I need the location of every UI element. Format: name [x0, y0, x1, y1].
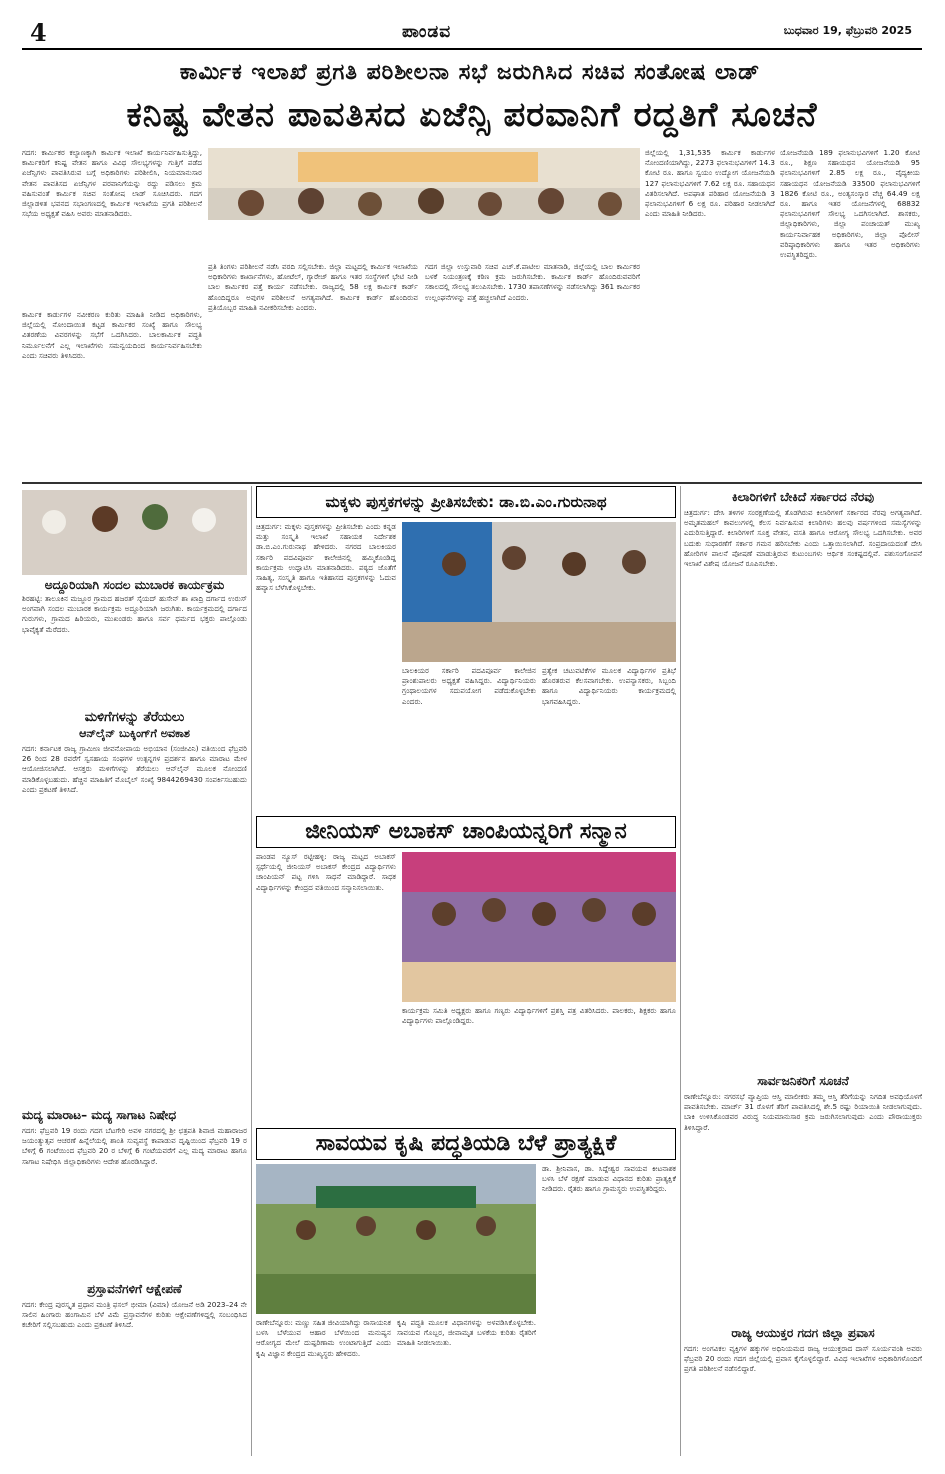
abacus-headline: ಜೀನಿಯಸ್ ಅಬಾಕಸ್ ಚಾಂಪಿಯನ್ನರಿಗೆ ಸನ್ಮಾನ — [256, 816, 676, 848]
books-photo — [402, 522, 676, 662]
masthead — [22, 18, 922, 47]
organic-photo — [256, 1164, 536, 1314]
public-notice-headline: ಸಾರ್ವಜನಿಕರಿಗೆ ಸೂಚನೆ — [757, 1074, 849, 1088]
lead-col1-top: ಗದಗ: ಕಾರ್ಮಿಕರ ಕಲ್ಯಾಣಕ್ಕಾಗಿ ಕಾರ್ಮಿಕ ಇಲಾಖೆ ಕಾರ್ಯನಿರ್ವಹಿಸುತ್ತಿದ್ದು, ಕಾರ್ಮಿಕರಿಗೆ ಕನಿಷ್ಟ ವೇತನ ಹಾಗೂ ವಿವಿಧ ಸೌಲಭ್ಯಗಳನ್ನು ಗುತ್ತಿಗೆ ಪಡೆದ ಏಜೆನ್ಸಿಗಳು ಪಾವತಿಸಿರುವ ಬಗ್ಗೆ ಅಧಿಕಾರಿಗಳು ಪರಿಶೀಲಿಸಿ, ನಿಯಮಾನುಸಾರ ವೇತನ ಪಾವತಿಸದ ಏಜೆನ್ಸಿಗಳ ಪರವಾನಿಗೆಯನ್ನು ರದ್ದು ಪಡಿಸಲು ಕ್ರಮ ವಹಿಸುವಂತೆ ಕಾರ್ಮಿಕ ಸಚಿವ ಸಂತೋಷ ಲಾಡ್ ಸೂಚಿಸಿದರು. ಗದಗ ಜಿಲ್ಲಾಡಳಿತ ಭವನದ ಸಭಾಂಗಣದಲ್ಲಿ ಕಾರ್ಮಿಕ ಇಲಾಖೆಯ ಪ್ರಗತಿ ಪರಿಶೀಲನೆ ಸಭೆಯ ಅಧ್ಯಕ್ಷತೆ ವಹಿಸಿ ಅವರು ಮಾತನಾಡಿದರು. — [22, 148, 202, 219]
masthead-rule — [22, 48, 922, 50]
liquor-headline: ಮದ್ಯ ಮಾರಾಟ– ಮದ್ಯ ಸಾಗಾಟ ನಿಷೇಧ — [22, 1108, 177, 1122]
lead-photo — [208, 148, 640, 258]
organic-headline: ಸಾವಯವ ಕೃಷಿ ಪದ್ಧತಿಯಡಿ ಬೆಳೆ ಪ್ರಾತ್ಯಕ್ಷಿಕೆ — [256, 1128, 676, 1160]
column-rule-right — [680, 486, 681, 1456]
lead-col3: ಗದಗ ಜಿಲ್ಲಾ ಉಸ್ತುವಾರಿ ಸಚಿವ ಎಚ್.ಕೆ.ಪಾಟೀಲ ಮಾತನಾಡಿ, ಜಿಲ್ಲೆಯಲ್ಲಿ ಬಾಲ ಕಾರ್ಮಿಕರ ಬಳಕೆ ನಿಯಂತ್ರಣಕ್ಕೆ ಕಠಿಣ ಕ್ರಮ ಜರುಗಿಸಬೇಕು. ಕಾರ್ಮಿಕ ಕಾರ್ಡ್ ಹೊಂದಿರುವವರಿಗೆ ಸಕಾಲದಲ್ಲಿ ಸೌಲಭ್ಯ ತಲುಪಿಸಬೇಕು. 1730 ತಪಾಸಣೆಗಳನ್ನು ನಡೆಸಲಾಗಿದ್ದು 361 ಕಾರ್ಮಿಕರ ಉಲ್ಲಂಘನೆಗಳನ್ನು ಪತ್ತೆ ಹಚ್ಚಲಾಗಿದೆ ಎಂದರು. — [425, 262, 640, 302]
organic-col-mid: ಕೃಷಿ ಪದ್ಧತಿ ಮೂಲಕ ವಿಧಾನಗಳನ್ನು ಅಳವಡಿಸಿಕೊಳ್ಳಬೇಕು. ಸಾವಯವ ಗೊಬ್ಬರ, ಜೀವಾಮೃತ ಬಳಕೆಯ ಕುರಿತು ರೈತರಿಗೆ ಮಾಹಿತಿ ನೀಡಲಾಯಿತು. — [397, 1318, 536, 1348]
books-col2: ಬಾಲಕಿಯರ ಸರ್ಕಾರಿ ಪದವಿಪೂರ್ವ ಕಾಲೇಜಿನ ಪ್ರಾಂಶುಪಾಲರು ಅಧ್ಯಕ್ಷತೆ ವಹಿಸಿದ್ದರು. ವಿದ್ಯಾರ್ಥಿನಿಯರು ಗ್ರಂಥಾಲಯಗಳ ಸದುಪಯೋಗ ಪಡೆದುಕೊಳ್ಳಬೇಕು ಎಂದರು. — [402, 666, 536, 706]
public-notice-body: ರಾಣೇಬೆನ್ನೂರು: ನಗರಸಭೆ ವ್ಯಾಪ್ತಿಯ ಆಸ್ತಿ ಮಾಲೀಕರು ತಮ್ಮ ಆಸ್ತಿ ತೆರಿಗೆಯನ್ನು ನಿಗದಿತ ಅವಧಿಯೊಳಗೆ ಪಾವತಿಸಬೇಕು. ಮಾರ್ಚ್ 31 ರೊಳಗೆ ತೆರಿಗೆ ಪಾವತಿಸಿದಲ್ಲಿ ಶೇ.5 ರಷ್ಟು ರಿಯಾಯಿತಿ ನೀಡಲಾಗುವುದು. ಬಾಕಿ ಉಳಿಸಿಕೊಂಡವರ ವಿರುದ್ಧ ನಿಯಮಾನುಸಾರ ಕ್ರಮ ಜರುಗಿಸಲಾಗುವುದು ಎಂದು ಪೌರಾಯುಕ್ತರು ತಿಳಿಸಿದ್ದಾರೆ. — [684, 1092, 922, 1132]
proposals-headline: ಪ್ರಸ್ತಾವನೆಗಳಿಗೆ ಆಕ್ಷೇಪಣೆ — [87, 1282, 182, 1296]
dateline: ಬುಧವಾರ 19, ಫೆಬ್ರುವರಿ 2025 — [783, 24, 912, 37]
lead-col5: ಯೋಜನೆಯಡಿ 189 ಫಲಾನುಭವಿಗಳಿಗೆ 1.20 ಕೋಟಿ ರೂ., ಶಿಕ್ಷಣ ಸಹಾಯಧನ ಯೋಜನೆಯಡಿ 95 ಫಲಾನುಭವಿಗಳಿಗೆ 2.85 ಲಕ್ಷ ರೂ., ವೈದ್ಯಕೀಯ ಸಹಾಯಧನ ಯೋಜನೆಯಡಿ 33500 ಫಲಾನುಭವಿಗಳಿಗೆ 1826 ಕೋಟಿ ರೂ., ಅಂತ್ಯಸಂಸ್ಕಾರ ವೆಚ್ಚ 64.49 ಲಕ್ಷ ರೂ. ಹಾಗೂ ಇತರ ಯೋಜನೆಗಳಲ್ಲಿ 68832 ಫಲಾನುಭವಿಗಳಿಗೆ ಸೌಲಭ್ಯ ಒದಗಿಸಲಾಗಿದೆ. ಶಾಸಕರು, ಜಿಲ್ಲಾಧಿಕಾರಿಗಳು, ಜಿಲ್ಲಾ ಪಂಚಾಯತ್ ಮುಖ್ಯ ಕಾರ್ಯನಿರ್ವಾಹಕ ಅಧಿಕಾರಿಗಳು, ಜಿಲ್ಲಾ ಪೊಲೀಸ್ ವರಿಷ್ಠಾಧಿಕಾರಿಗಳು ಹಾಗೂ ಇತರ ಅಧಿಕಾರಿಗಳು ಉಪಸ್ಥಿತರಿದ್ದರು. — [780, 148, 920, 260]
lead-col2: ಪ್ರತಿ ತಿಂಗಳು ಪರಿಶೀಲನೆ ನಡೆಸಿ ವರದಿ ಸಲ್ಲಿಸಬೇಕು. ಜಿಲ್ಲಾ ಮಟ್ಟದಲ್ಲಿ ಕಾರ್ಮಿಕ ಇಲಾಖೆಯ ಅಧಿಕಾರಿಗಳು ಕಾರ್ಖಾನೆಗಳು, ಹೋಟೆಲ್, ಗ್ಯಾರೇಜ್ ಹಾಗೂ ಇತರ ಸಂಸ್ಥೆಗಳಿಗೆ ಭೇಟಿ ನೀಡಿ ಬಾಲ ಕಾರ್ಮಿಕರ ಪತ್ತೆ ಕಾರ್ಯ ನಡೆಸಬೇಕು. ರಾಜ್ಯದಲ್ಲಿ 58 ಲಕ್ಷ ಕಾರ್ಮಿಕ ಕಾರ್ಡ್ ಹೊಂದಿದ್ದರೂ ಅವುಗಳ ಪರಿಶೀಲನೆ ಅಗತ್ಯವಾಗಿದೆ. ಕಾರ್ಮಿಕ ಕಾರ್ಡ್ ಹೊಂದಿರುವ ಪ್ರತಿಯೊಬ್ಬರ ಮಾಹಿತಿ ನವೀಕರಿಸಬೇಕು ಎಂದರು. — [208, 262, 418, 312]
urs-headline: ಅದ್ದೂರಿಯಾಗಿ ಸಂದಲ ಮುಬಾರಕ ಕಾರ್ಯಕ್ರಮ — [44, 578, 225, 592]
liquor-body: ಗದಗ: ಫೆಬ್ರವರಿ 19 ರಂದು ಗದಗ ಬೆಟಗೇರಿ ಅವಳಿ ನಗರದಲ್ಲಿ ಶ್ರೀ ಛತ್ರಪತಿ ಶಿವಾಜಿ ಮಹಾರಾಜರ ಜಯಂತ್ಯುತ್ಸವ ಆಚರಣೆ ಹಿನ್ನೆಲೆಯಲ್ಲಿ ಶಾಂತಿ ಸುವ್ಯವಸ್ಥೆ ಕಾಪಾಡುವ ದೃಷ್ಟಿಯಿಂದ ಫೆಬ್ರವರಿ 19 ರ ಬೆಳಿಗ್ಗೆ 6 ಗಂಟೆಯಿಂದ ಫೆಬ್ರವರಿ 20 ರ ಬೆಳಿಗ್ಗೆ 6 ಗಂಟೆಯವರೆಗೆ ಎಲ್ಲ ಮದ್ಯ ಮಾರಾಟ ಹಾಗೂ ಸಾಗಾಟ ನಿಷೇಧಿಸಿ ಜಿಲ್ಲಾಧಿಕಾರಿಗಳು ಆದೇಶ ಹೊರಡಿಸಿದ್ದಾರೆ. — [22, 1126, 247, 1166]
hostel-body: ಗದಗ: ಕರ್ನಾಟಕ ರಾಜ್ಯ ಗ್ರಾಮೀಣ ಜೀವನೋಪಾಯ ಅಭಿಯಾನ (ಸಂಜೀವಿನಿ) ವತಿಯಿಂದ ಫೆಬ್ರವರಿ 26 ರಿಂದ 28 ರವರೆಗೆ ಸ್ವಸಹಾಯ ಸಂಘಗಳ ಉತ್ಪನ್ನಗಳ ಪ್ರದರ್ಶನ ಹಾಗೂ ಮಾರಾಟ ಮೇಳ ಆಯೋಜಿಸಲಾಗಿದೆ. ಆಸಕ್ತರು ಮಳಿಗೆಗಳನ್ನು ತೆರೆಯಲು ಆನ್‌ಲೈನ್ ಮೂಲಕ ನೋಂದಣಿ ಮಾಡಿಕೊಳ್ಳಬಹುದು. ಹೆಚ್ಚಿನ ಮಾಹಿತಿಗೆ ಮೊಬೈಲ್ ಸಂಖ್ಯೆ 9844269430 ಸಂಪರ್ಕಿಸಬಹುದು ಎಂದು ಪ್ರಕಟಣೆ ತಿಳಿಸಿದೆ. — [22, 744, 247, 794]
column-rule-left — [251, 486, 252, 1456]
hostel-subhead: ಆನ್‌ಲೈನ್ ಬುಕ್ಕಿಂಗ್‌ಗೆ ಅವಕಾಶ — [79, 727, 190, 740]
colleges-headline: ಕಿಲಾರಿಗಳಿಗೆ ಬೇಕಿದೆ ಸರ್ಕಾರದ ನೆರವು — [731, 490, 875, 504]
urs-photo — [22, 490, 247, 575]
books-col3: ಪ್ರತ್ಯೇಕ ಚಟುವಟಿಕೆಗಳ ಮೂಲಕ ವಿದ್ಯಾರ್ಥಿಗಳ ಪ್ರತಿಭೆ ಹೊರತರುವ ಕೆಲಸವಾಗಬೇಕು. ಉಪನ್ಯಾಸಕರು, ಸಿಬ್ಬಂದಿ ಹಾಗೂ ವಿದ್ಯಾರ್ಥಿನಿಯರು ಕಾರ್ಯಕ್ರಮದಲ್ಲಿ ಭಾಗವಹಿಸಿದ್ದರು. — [542, 666, 676, 706]
abacus-col1: ಪಾಂಡವ ನ್ಯೂಸ್ ರಟ್ಟೀಹಳ್ಳಿ: ರಾಜ್ಯ ಮಟ್ಟದ ಅಬಾಕಸ್ ಸ್ಪರ್ಧೆಯಲ್ಲಿ ಜೀನಿಯಸ್ ಅಬಾಕಸ್ ಕೇಂದ್ರದ ವಿದ್ಯಾರ್ಥಿಗಳು ಚಾಂಪಿಯನ್ ಪಟ್ಟ ಗಳಿಸಿ ಸಾಧನೆ ಮಾಡಿದ್ದಾರೆ. ಸಾಧಕ ವಿದ್ಯಾರ್ಥಿಗಳನ್ನು ಕೇಂದ್ರದ ವತಿಯಿಂದ ಸನ್ಮಾನಿಸಲಾಯಿತು. — [256, 852, 396, 892]
newspaper-logo: ಪಾಂಡವ — [402, 22, 452, 42]
organic-col-left: ರಾಣೇಬೆನ್ನೂರು: ಮಣ್ಣು ಸಹಿತ ಜೀವಿಯಾಗಿದ್ದು ರಾಸಾಯನಿಕ ಬಳಸಿ ಬೆಳೆಯುವ ಆಹಾರ ಬೆಳೆಯಿಂದ ಮನುಷ್ಯನ ಆರೋಗ್ಯದ ಮೇಲೆ ದುಷ್ಪರಿಣಾಮ ಉಂಟಾಗುತ್ತಿದೆ ಎಂದು ಕೃಷಿ ವಿಜ್ಞಾನ ಕೇಂದ್ರದ ಮುಖ್ಯಸ್ಥರು ಹೇಳಿದರು. — [256, 1318, 391, 1358]
abacus-col2: ಕಾರ್ಯಕ್ರಮ ಸಮಿತಿ ಅಧ್ಯಕ್ಷರು ಹಾಗೂ ಗಣ್ಯರು ವಿದ್ಯಾರ್ಥಿಗಳಿಗೆ ಪ್ರಶಸ್ತಿ ಪತ್ರ ವಿತರಿಸಿದರು. ಪಾಲಕರು, ಶಿಕ್ಷಕರು ಹಾಗೂ ವಿದ್ಯಾರ್ಥಿಗಳು ಪಾಲ್ಗೊಂಡಿದ್ದರು. — [402, 1006, 676, 1026]
proposals-body: ಗದಗ: ಕೇಂದ್ರ ಪುರಸ್ಕೃತ ಪ್ರಧಾನ ಮಂತ್ರಿ ಫಸಲ್ ಭೀಮಾ (ವಿಮಾ) ಯೋಜನೆ ಅಡಿ 2023–24 ನೇ ಸಾಲಿನ ಹಿಂಗಾರು ಹಂಗಾಮಿನ ಬೆಳೆ ವಿಮೆ ಪ್ರಸ್ತಾವನೆಗಳ ಕುರಿತು ಆಕ್ಷೇಪಣೆಗಳಿದ್ದಲ್ಲಿ ಸಂಬಂಧಿಸಿದ ಕಚೇರಿಗೆ ಸಲ್ಲಿಸಬಹುದು ಎಂದು ಪ್ರಕಟಣೆ ತಿಳಿಸಿದೆ. — [22, 1300, 247, 1330]
page-number: 4 — [30, 18, 47, 47]
lead-col1-bottom: ಕಾರ್ಮಿಕ ಕಾರ್ಡುಗಳ ನವೀಕರಣ ಕುರಿತು ಮಾಹಿತಿ ನೀಡಿದ ಅಧಿಕಾರಿಗಳು, ಜಿಲ್ಲೆಯಲ್ಲಿ ನೋಂದಾಯಿತ ಕಟ್ಟಡ ಕಾರ್ಮಿಕರ ಸಂಖ್ಯೆ ಹಾಗೂ ಸೌಲಭ್ಯ ವಿತರಣೆಯ ವಿವರಗಳನ್ನು ಸಭೆಗೆ ಒದಗಿಸಿದರು. ಬಾಲಕಾರ್ಮಿಕ ಪದ್ಧತಿ ನಿರ್ಮೂಲನೆಗೆ ಎಲ್ಲ ಇಲಾಖೆಗಳು ಸಮನ್ವಯದಿಂದ ಕಾರ್ಯನಿರ್ವಹಿಸಬೇಕು ಎಂದು ಸಚಿವರು ತಿಳಿಸಿದರು. — [22, 310, 202, 360]
organic-col-right: ಡಾ. ಶ್ರೀನಿವಾಸ, ಡಾ. ಸಿದ್ದೇಶ್ವರ ಸಾವಯವ ಕೀಟನಾಶಕ ಬಳಸಿ ಬೆಳೆ ರಕ್ಷಣೆ ಮಾಡುವ ವಿಧಾನದ ಕುರಿತು ಪ್ರಾತ್ಯಕ್ಷಿಕೆ ನೀಡಿದರು. ರೈತರು ಹಾಗೂ ಗ್ರಾಮಸ್ಥರು ಉಪಸ್ಥಿತರಿದ್ದರು. — [542, 1164, 676, 1194]
urs-body: ಶಿರಹಟ್ಟಿ: ತಾಲೂಕಿನ ಮಜ್ಜೂರ ಗ್ರಾಮದ ಹಜರತ್ ಸೈಯದ್ ಹುಸೇನ್ ಶಾ ಖಾದ್ರಿ ದರ್ಗಾದ ಉರುಸ್ ಅಂಗವಾಗಿ ಸಂದಲ ಮುಬಾರಕ ಕಾರ್ಯಕ್ರಮ ಅದ್ದೂರಿಯಾಗಿ ಜರುಗಿತು. ಕಾರ್ಯಕ್ರಮದಲ್ಲಿ ದರ್ಗಾದ ಗುರುಗಳು, ಗ್ರಾಮದ ಹಿರಿಯರು, ಮುಖಂಡರು ಹಾಗೂ ಸರ್ವ ಧರ್ಮದ ಭಕ್ತರು ಪಾಲ್ಗೊಂಡು ಭಾವೈಕ್ಯತೆ ಮೆರೆದರು. — [22, 594, 247, 634]
abacus-photo — [402, 852, 676, 1002]
lead-kicker: ಕಾರ್ಮಿಕ ಇಲಾಖೆ ಪ್ರಗತಿ ಪರಿಶೀಲನಾ ಸಭೆ ಜರುಗಿಸಿದ ಸಚಿವ ಸಂತೋಷ ಲಾಡ್ — [179, 60, 761, 85]
books-headline: ಮಕ್ಕಳು ಪುಸ್ತಕಗಳನ್ನು ಪ್ರೀತಿಸಬೇಕು: ಡಾ.ಬಿ.ಎಂ.ಗುರುನಾಥ — [256, 486, 676, 518]
section-rule — [22, 482, 922, 484]
lead-headline: ಕನಿಷ್ಟ ವೇತನ ಪಾವತಿಸದ ಏಜೆನ್ಸಿ ಪರವಾನಿಗೆ ರದ್ದತಿಗೆ ಸೂಚನೆ — [126, 95, 818, 135]
colleges-body: ಚಿತ್ರದುರ್ಗ: ದೇಸಿ ತಳಿಗಳ ಸಂರಕ್ಷಣೆಯಲ್ಲಿ ತೊಡಗಿರುವ ಕಿಲಾರಿಗಳಿಗೆ ಸರ್ಕಾರದ ನೆರವು ಅಗತ್ಯವಾಗಿದೆ. ಅಮೃತಮಹಲ್ ಕಾವಲುಗಳಲ್ಲಿ ಕೆಲಸ ನಿರ್ವಹಿಸುವ ಕಿಲಾರಿಗಳು ಹಲವು ವರ್ಷಗಳಿಂದ ಸಮಸ್ಯೆಗಳನ್ನು ಎದುರಿಸುತ್ತಿದ್ದಾರೆ. ಕಿಲಾರಿಗಳಿಗೆ ಸೂಕ್ತ ವೇತನ, ವಸತಿ ಹಾಗೂ ಆರೋಗ್ಯ ಸೌಲಭ್ಯ ಒದಗಿಸಬೇಕು. ಅವರ ಬದುಕು ಸುಧಾರಣೆಗೆ ಸರ್ಕಾರ ಗಮನ ಹರಿಸಬೇಕು ಎಂದು ಒತ್ತಾಯಿಸಲಾಗಿದೆ. ಸಂಪ್ರದಾಯದಂತೆ ದೇಸಿ ಹೋರಿಗಳ ಪಾಲನೆ ಪೋಷಣೆ ಮಾಡುತ್ತಿರುವ ಕುಟುಂಬಗಳು ಆರ್ಥಿಕ ಸಂಕಷ್ಟದಲ್ಲಿವೆ. ಪಶುಸಂಗೋಪನೆ ಇಲಾಖೆ ವಿಶೇಷ ಯೋಜನೆ ರೂಪಿಸಬೇಕು. — [684, 508, 922, 569]
books-col1: ಚಿತ್ರದುರ್ಗ: ಮಕ್ಕಳು ಪುಸ್ತಕಗಳನ್ನು ಪ್ರೀತಿಸಬೇಕು ಎಂದು ಕನ್ನಡ ಮತ್ತು ಸಂಸ್ಕೃತಿ ಇಲಾಖೆ ಸಹಾಯಕ ನಿರ್ದೇಶಕ ಡಾ.ಬಿ.ಎಂ.ಗುರುನಾಥ ಹೇಳಿದರು. ನಗರದ ಬಾಲಕಿಯರ ಸರ್ಕಾರಿ ಪದವಿಪೂರ್ವ ಕಾಲೇಜಿನಲ್ಲಿ ಹಮ್ಮಿಕೊಂಡಿದ್ದ ಕಾರ್ಯಕ್ರಮ ಉದ್ಘಾಟಿಸಿ ಮಾತನಾಡಿದರು. ಪಠ್ಯದ ಜೊತೆಗೆ ಸಾಹಿತ್ಯ, ಸಂಸ್ಕೃತಿ ಹಾಗೂ ಇತಿಹಾಸದ ಪುಸ್ತಕಗಳನ್ನು ಓದುವ ಹವ್ಯಾಸ ಬೆಳೆಸಿಕೊಳ್ಳಬೇಕು. — [256, 522, 396, 593]
hostel-headline: ಮಳಿಗೆಗಳನ್ನು ತೆರೆಯಲು — [84, 710, 185, 725]
commissioner-body: ಗದಗ: ಅಂಗವಿಕಲ ವ್ಯಕ್ತಿಗಳ ಹಕ್ಕುಗಳ ಅಧಿನಿಯಮದ ರಾಜ್ಯ ಆಯುಕ್ತರಾದ ದಾಸ್ ಸೂರ್ಯವಂಶಿ ಅವರು ಫೆಬ್ರವರಿ 20 ರಂದು ಗದಗ ಜಿಲ್ಲೆಯಲ್ಲಿ ಪ್ರವಾಸ ಕೈಗೊಳ್ಳಲಿದ್ದಾರೆ. ವಿವಿಧ ಇಲಾಖೆಗಳ ಅಧಿಕಾರಿಗಳೊಂದಿಗೆ ಪ್ರಗತಿ ಪರಿಶೀಲನೆ ನಡೆಸಲಿದ್ದಾರೆ. — [684, 1344, 922, 1374]
commissioner-headline: ರಾಜ್ಯ ಆಯುಕ್ತರ ಗದಗ ಜಿಲ್ಲಾ ಪ್ರವಾಸ — [731, 1326, 875, 1340]
lead-col4: ಜಿಲ್ಲೆಯಲ್ಲಿ 1,31,535 ಕಾರ್ಮಿಕ ಕಾರ್ಡುಗಳ ನೋಂದಣಿಯಾಗಿದ್ದು, 2273 ಫಲಾನುಭವಿಗಳಿಗೆ 14.3 ಕೋಟಿ ರೂ. ಹಾಗೂ ಸ್ವಯಂ ಉದ್ಯೋಗ ಯೋಜನೆಯಡಿ 127 ಫಲಾನುಭವಿಗಳಿಗೆ 7.62 ಲಕ್ಷ ರೂ. ಸಹಾಯಧನ ವಿತರಿಸಲಾಗಿದೆ. ಅಪಘಾತ ಪರಿಹಾರ ಯೋಜನೆಯಡಿ 3 ಫಲಾನುಭವಿಗಳಿಗೆ 6 ಲಕ್ಷ ರೂ. ಪರಿಹಾರ ನೀಡಲಾಗಿದೆ ಎಂದು ಮಾಹಿತಿ ನೀಡಿದರು. — [645, 148, 775, 219]
